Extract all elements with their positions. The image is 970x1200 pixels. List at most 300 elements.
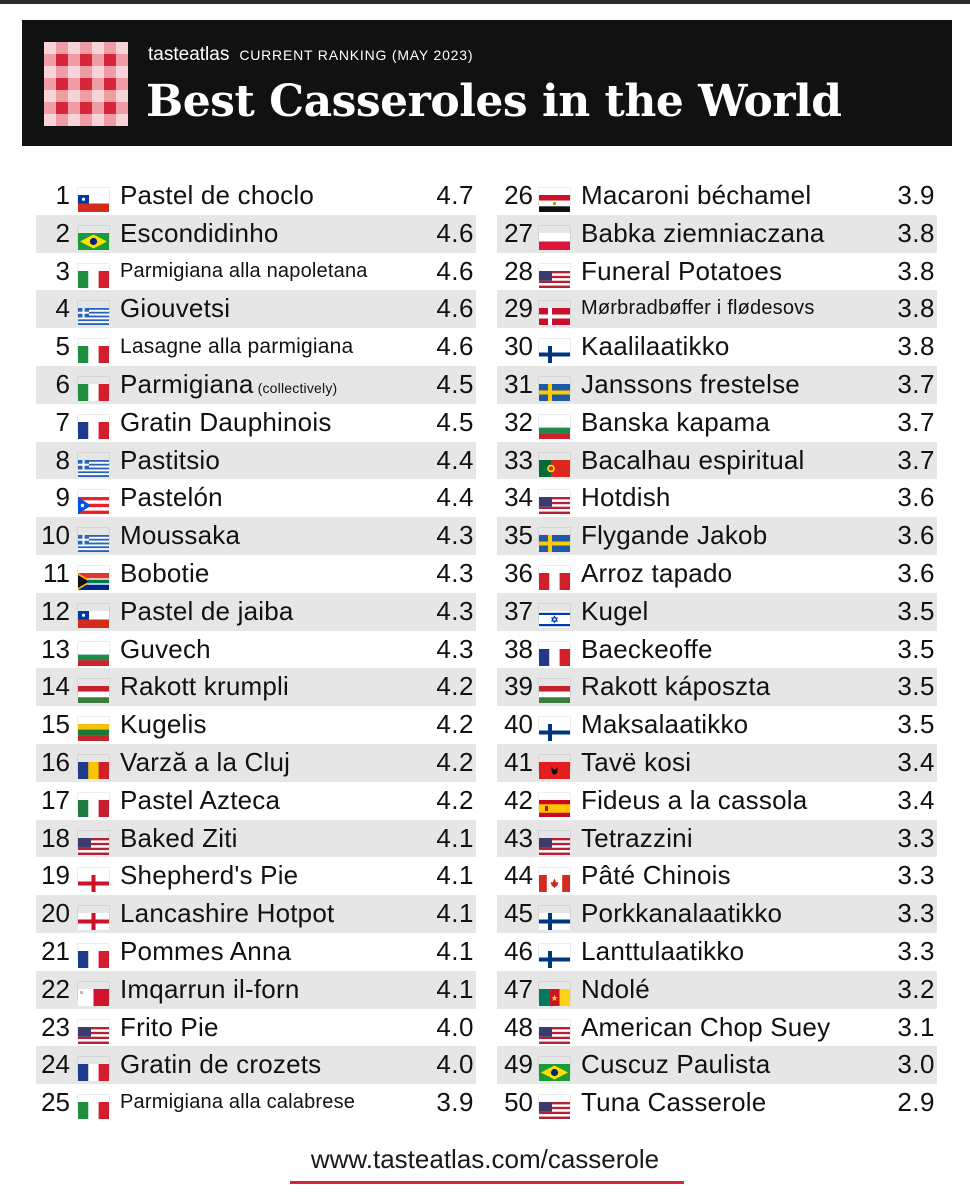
bulgaria-flag-icon [539,415,570,432]
dish-name [120,1009,219,1047]
dish-name-text: Pastel de choclo [120,180,314,210]
dish-name [120,820,238,858]
rating-score: 3.1 [897,1011,935,1042]
rank-number: 42 [504,784,533,815]
dish-name [581,366,800,404]
rating-score: 4.0 [436,1049,474,1080]
rank-number: 10 [41,520,70,551]
dish-name-text: Baeckeoffe [581,633,713,664]
rating-score: 3.9 [436,1087,474,1118]
dish-name-text: Kugelis [120,709,207,740]
rating-score: 4.2 [436,746,474,777]
rank-number: 9 [55,482,70,513]
rank-number: 27 [504,217,533,248]
dish-name-text: Tavë kosi [581,746,692,777]
rank-number: 7 [55,406,70,437]
rank-number: 43 [504,822,533,853]
rank-number: 21 [41,935,70,966]
brand-name: tasteatlas [148,44,230,65]
rank-number: 24 [41,1049,70,1080]
rank-number: 45 [504,898,533,929]
url-underline [290,1181,684,1184]
rank-number: 13 [41,633,70,664]
rating-score: 3.6 [897,557,935,588]
rating-score: 3.8 [897,255,935,286]
puerto-rico-flag-icon [78,490,109,507]
page-title: Best Casseroles in the World [146,76,842,127]
portugal-flag-icon [539,453,570,470]
ranking-row [36,517,476,555]
dish-name [581,631,713,669]
dish-name-text: Mørbradbøffer i flødesovs [581,297,815,320]
dish-name [581,782,807,820]
ranking-row [497,366,937,404]
cameroon-flag-icon [539,982,570,999]
dish-name [120,782,280,820]
rank-number: 16 [41,746,70,777]
rank-number: 8 [55,444,70,475]
rating-score: 3.5 [897,671,935,702]
dish-name [120,895,334,933]
rating-score: 4.2 [436,709,474,740]
hungary-flag-icon [78,679,109,696]
dish-name-text: Kugel [581,595,649,626]
dish-name [581,177,811,215]
rating-score: 4.1 [436,973,474,1004]
spain-flag-icon [539,793,570,810]
ranking-row [36,744,476,782]
dish-name-text: Tuna Casserole [581,1087,767,1118]
dish-name-text: Babka ziemniaczana [581,217,825,248]
ranking-row [497,631,937,669]
rating-score: 4.2 [436,784,474,815]
dish-name [581,328,730,366]
dish-name-text: Escondidinho [120,217,279,248]
rating-score: 3.7 [897,406,935,437]
ranking-row [36,933,476,971]
finland-flag-icon [539,717,570,734]
rating-score: 4.4 [436,482,474,513]
dish-name [120,744,290,782]
dish-name [581,706,748,744]
dish-name-text: Janssons frestelse [581,368,800,399]
rating-score: 4.6 [436,217,474,248]
ranking-row [497,1084,937,1122]
dish-name [120,215,279,253]
dish-name-text: Porkkanalaatikko [581,898,783,929]
canada-flag-icon [539,868,570,885]
dish-name-text: Pastitsio [120,444,221,475]
dish-name [120,366,337,408]
rank-number: 15 [41,709,70,740]
france-flag-icon [78,415,109,432]
dish-name-text: Shepherd's Pie [120,860,299,891]
ranking-row [36,366,476,404]
dish-name [120,290,230,328]
ranking-row [36,820,476,858]
ranking-row [36,555,476,593]
rating-score: 3.4 [897,746,935,777]
ranking-row [36,1084,476,1122]
dish-name-text: Frito Pie [120,1011,219,1042]
rank-number: 19 [41,860,70,891]
rating-score: 4.2 [436,671,474,702]
rating-score: 3.3 [897,822,935,853]
poland-flag-icon [539,226,570,243]
dish-name-text: Funeral Potatoes [581,255,783,286]
rank-number: 39 [504,671,533,702]
rank-number: 36 [504,557,533,588]
dish-name [120,404,332,442]
dish-name-text: Lasagne alla parmigiana [120,335,354,359]
ranking-row [36,215,476,253]
dish-name [120,555,210,593]
top-border [0,0,970,4]
dish-name-text: Fideus a la cassola [581,784,808,815]
dish-name [581,404,770,442]
ranking-list-left [36,177,476,1122]
ranking-row [36,668,476,706]
rank-number: 28 [504,255,533,286]
dish-name [581,857,731,895]
dish-name-text: Moussaka [120,520,241,551]
rating-score: 4.5 [436,406,474,437]
source-url-link[interactable]: www.tasteatlas.com/casserole [310,1144,660,1174]
italy-flag-icon [78,377,109,394]
egypt-flag-icon [539,188,570,205]
dish-name [581,1084,766,1122]
rating-score: 4.1 [436,898,474,929]
dish-name-text: Rakott krumpli [120,671,289,702]
dish-name [120,971,299,1009]
rank-number: 26 [504,180,533,210]
checkered-logo-icon [44,42,128,126]
ranking-row [36,593,476,631]
ranking-row [497,215,937,253]
ranking-row [36,253,476,291]
rating-score: 3.5 [897,709,935,740]
rating-score: 3.3 [897,860,935,891]
rating-score: 4.6 [436,255,474,286]
rating-score: 3.3 [897,898,935,929]
ranking-list-right [497,177,937,1122]
dish-name [120,857,298,895]
rating-score: 3.0 [897,1049,935,1080]
ranking-row [36,706,476,744]
romania-flag-icon [78,755,109,772]
dish-name [120,253,368,291]
rank-number: 32 [504,406,533,437]
rank-number: 33 [504,444,533,475]
dish-name-text: Pastel de jaiba [120,595,294,626]
italy-flag-icon [78,1095,109,1112]
rank-number: 11 [43,557,70,588]
ranking-row [497,820,937,858]
albania-flag-icon [539,755,570,772]
ranking-row [497,706,937,744]
rating-score: 4.1 [436,935,474,966]
dish-name-text: Tetrazzini [581,822,693,853]
rating-score: 3.8 [897,217,935,248]
ranking-subtitle: CURRENT RANKING (MAY 2023) [239,47,474,63]
mexico-flag-icon [78,793,109,810]
rating-score: 4.3 [436,520,474,551]
rank-number: 48 [504,1011,533,1042]
ranking-row [36,404,476,442]
rating-score: 3.8 [897,331,935,362]
dish-name-text: Parmigiana alla napoletana [120,259,368,282]
rank-number: 37 [504,595,533,626]
dish-name-text: Banska kapama [581,406,771,437]
england-flag-icon [78,906,109,923]
rank-number: 41 [504,746,533,777]
dish-name-text: Guvech [120,633,211,664]
ranking-row [497,668,937,706]
dish-name-text: Gratin Dauphinois [120,406,332,437]
ranking-row [497,555,937,593]
ranking-row [36,442,476,480]
rating-score: 3.6 [897,520,935,551]
peru-flag-icon [539,566,570,583]
dish-note: (collectively) [253,379,338,396]
dish-name-text: Ndolé [581,973,650,1004]
dish-name-text: Lancashire Hotpot [120,898,335,929]
dish-name-text: American Chop Suey [581,1011,831,1042]
dish-name [120,517,240,555]
usa-flag-icon [539,1020,570,1037]
dish-name-text: Kaalilaatikko [581,331,730,362]
dish-name [581,971,650,1009]
ranking-row [497,253,937,291]
rank-number: 3 [55,255,70,286]
rating-score: 4.6 [436,293,474,324]
finland-flag-icon [539,339,570,356]
rating-score: 2.9 [897,1087,935,1118]
rating-score: 3.6 [897,482,935,513]
dish-name-text: Pâté Chinois [581,860,731,891]
rank-number: 35 [504,520,533,551]
ranking-row [497,857,937,895]
dish-name [581,253,782,291]
rank-number: 47 [504,973,533,1004]
rating-score: 4.3 [436,633,474,664]
chile-flag-icon [78,188,109,205]
dish-name [581,744,691,782]
dish-name [581,593,649,631]
rank-number: 18 [41,822,70,853]
rating-score: 4.4 [436,444,474,475]
france-flag-icon [78,1057,109,1074]
dish-name-text: Parmigiana [120,368,254,399]
rating-score: 4.1 [436,860,474,891]
france-flag-icon [539,642,570,659]
usa-flag-icon [78,1020,109,1037]
rating-score: 4.7 [436,180,474,210]
rank-number: 38 [504,633,533,664]
usa-flag-icon [539,1095,570,1112]
usa-flag-icon [78,831,109,848]
ranking-row [497,177,937,215]
dish-name-text: Baked Ziti [120,822,238,853]
ranking-row [36,631,476,669]
rank-number: 6 [55,368,70,399]
ranking-row [497,1009,937,1047]
ranking-row [497,971,937,1009]
ranking-row [497,442,937,480]
rating-score: 4.0 [436,1011,474,1042]
rank-number: 40 [504,709,533,740]
finland-flag-icon [539,944,570,961]
dish-name-text: Imqarrun il-forn [120,973,300,1004]
ranking-row [497,404,937,442]
ranking-row [497,290,937,328]
rating-score: 4.3 [436,595,474,626]
dish-name-text: Gratin de crozets [120,1049,322,1080]
rank-number: 14 [41,671,70,702]
rank-number: 1 [55,180,70,210]
rating-score: 4.5 [436,368,474,399]
france-flag-icon [78,944,109,961]
rating-score: 3.5 [897,595,935,626]
ranking-row [497,328,937,366]
sweden-flag-icon [539,528,570,545]
dish-name [581,215,825,253]
dish-name [581,933,744,971]
rank-number: 30 [504,331,533,362]
rank-number: 20 [41,898,70,929]
sweden-flag-icon [539,377,570,394]
header-banner [22,20,952,146]
hungary-flag-icon [539,679,570,696]
finland-flag-icon [539,906,570,923]
dish-name [120,479,223,517]
dish-name-text: Macaroni béchamel [581,180,812,210]
usa-flag-icon [539,490,570,507]
ranking-row [36,328,476,366]
ranking-row [36,782,476,820]
rank-number: 50 [504,1087,533,1118]
ranking-row [36,971,476,1009]
usa-flag-icon [539,264,570,281]
malta-flag-icon [78,982,109,999]
dish-name [581,1046,770,1084]
dish-name [120,631,211,669]
denmark-flag-icon [539,301,570,318]
rank-number: 31 [504,368,533,399]
dish-name [581,479,671,517]
ranking-row [497,933,937,971]
rank-number: 17 [41,784,70,815]
ranking-row [36,290,476,328]
rating-score: 3.2 [897,973,935,1004]
rating-score: 3.5 [897,633,935,664]
rating-score: 4.3 [436,557,474,588]
ranking-row [497,895,937,933]
dish-name-text: Arroz tapado [581,557,733,588]
dish-name-text: Pastelón [120,482,223,513]
england-flag-icon [78,868,109,885]
rating-score: 3.7 [897,368,935,399]
dish-name [120,593,294,631]
dish-name-text: Giouvetsi [120,293,231,324]
rating-score: 4.6 [436,331,474,362]
brazil-flag-icon [539,1057,570,1074]
rank-number: 46 [504,935,533,966]
dish-name-text: Lanttulaatikko [581,935,745,966]
ranking-row [36,895,476,933]
brand-line [148,44,473,66]
dish-name-text: Pommes Anna [120,935,292,966]
italy-flag-icon [78,339,109,356]
dish-name [581,290,815,328]
ranking-row [36,479,476,517]
rating-score: 3.7 [897,444,935,475]
italy-flag-icon [78,264,109,281]
rank-number: 49 [504,1049,533,1080]
ranking-row [497,1046,937,1084]
dish-name [120,706,207,744]
rank-number: 4 [55,293,70,324]
ranking-row [497,593,937,631]
lithuania-flag-icon [78,717,109,734]
dish-name [120,933,291,971]
rating-score: 3.4 [897,784,935,815]
ranking-row [36,1009,476,1047]
rank-number: 5 [55,331,70,362]
ranking-row [36,177,476,215]
dish-name [581,895,782,933]
greece-flag-icon [78,301,109,318]
dish-name [120,328,353,366]
rating-score: 3.8 [897,293,935,324]
rating-score: 3.9 [897,180,935,210]
dish-name-text: Rakott káposzta [581,671,771,702]
israel-flag-icon [539,604,570,621]
rank-number: 12 [41,595,70,626]
dish-name [120,177,314,215]
usa-flag-icon [539,831,570,848]
rank-number: 22 [41,973,70,1004]
dish-name-text: Varză a la Cluj [120,746,291,777]
dish-name [120,1046,321,1084]
dish-name [120,1084,355,1122]
dish-name-text: Cuscuz Paulista [581,1049,771,1080]
rank-number: 23 [41,1011,70,1042]
rank-number: 34 [504,482,533,513]
dish-name [581,820,693,858]
ranking-row [497,517,937,555]
south-africa-flag-icon [78,566,109,583]
rank-number: 25 [41,1087,70,1118]
dish-name-text: Parmigiana alla calabrese [120,1091,356,1114]
rank-number: 44 [504,860,533,891]
dish-name [120,668,289,706]
dish-name [581,1009,830,1047]
rating-score: 4.1 [436,822,474,853]
ranking-row [497,479,937,517]
dish-name-text: Maksalaatikko [581,709,749,740]
dish-name [581,442,805,480]
dish-name [120,442,220,480]
greece-flag-icon [78,453,109,470]
dish-name [581,668,770,706]
rating-score: 3.3 [897,935,935,966]
rank-number: 2 [55,217,70,248]
ranking-row [497,782,937,820]
chile-flag-icon [78,604,109,621]
ranking-row [36,857,476,895]
ranking-row [36,1046,476,1084]
